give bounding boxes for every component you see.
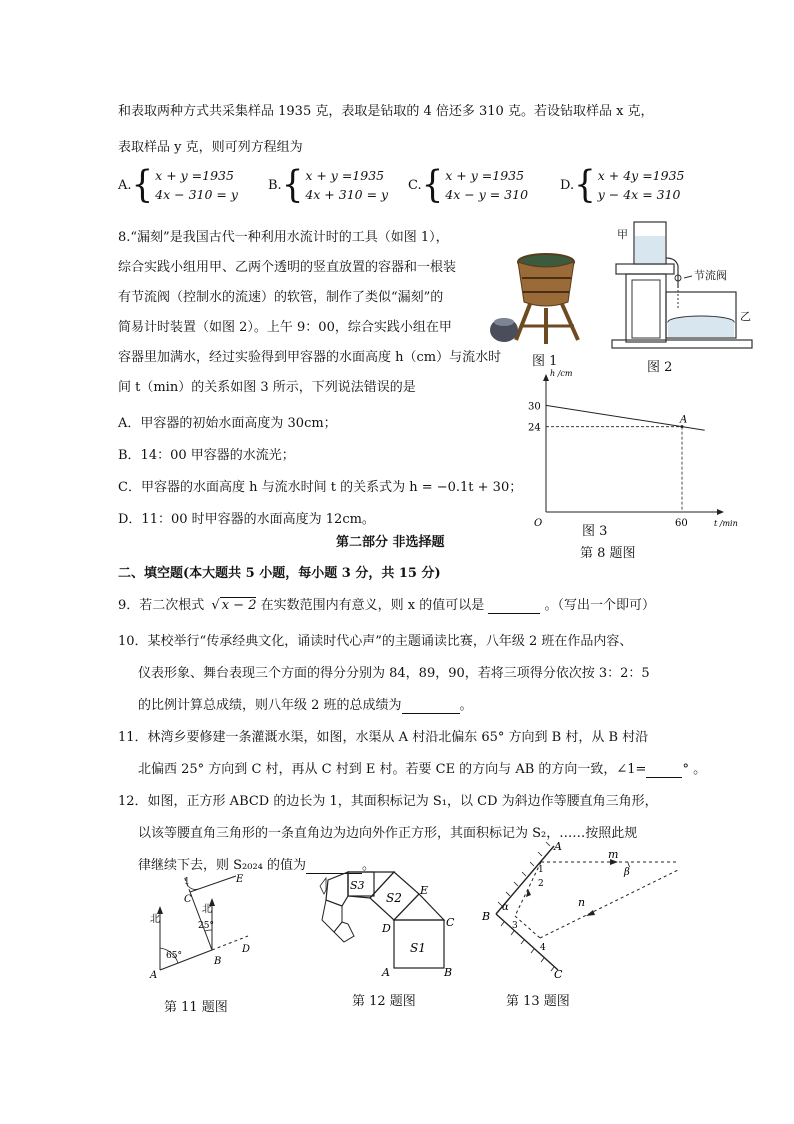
q7-option-a[interactable] [118,163,238,207]
q11-answer-blank[interactable] [646,762,682,778]
x-tick-label: 60 [675,518,688,529]
option-label: C. [408,177,422,193]
equation: 4x − y = 310 [445,187,529,202]
fig11-label-d: D [242,944,251,955]
q7-option-b[interactable] [268,163,389,207]
q8-line-2: 综合实践小组用甲、乙两个透明的竖直放置的容器和一根装 [118,260,457,275]
fig12-label-s1: S1 [410,941,426,955]
q8-option-d[interactable]: D．11：00 时甲容器的水面高度为 12cm。 [118,512,375,527]
q12-line1: 12．如图，正方形 ABCD 的边长为 1，其面积标记为 S₁，以 CD 为斜边作等腰直角三角形， [118,794,658,809]
fig13-label-n: n [578,896,586,909]
fig11-angle-1: 1 [184,877,190,887]
fig13-angle-2: 2 [538,879,544,889]
option-label: A. [118,177,132,193]
x-axis-arrow-icon [717,509,724,515]
equation: x + y =1935 [305,168,385,183]
option-label: D. [560,177,575,193]
q12-line2: 以该等腰直角三角形的一条直角边为边向外作正方形，其面积标记为 S₂，……按照此规 [138,826,638,841]
q9-answer-blank[interactable] [488,598,540,614]
fig11-label-b: B [214,956,222,967]
q11-text: 北偏西 25° 方向到 C 村，再从 C 村到 E 村。若要 CE 的方向与 AB 的方向一致，∠1= [138,762,647,777]
equation: x + 4y =1935 [597,168,685,183]
fig11-angle-25: 25° [198,921,214,931]
fig13-angle-3: 3 [512,921,518,931]
y-axis-arrow-icon [543,374,549,381]
x-tick-label: O [534,518,543,529]
q8-figure-caption: 第 8 题图 [580,546,636,561]
fig1-caption: 图 1 [532,354,558,369]
brace-icon: { [421,163,444,207]
fig11-north-2: 北 [202,904,212,915]
q12-text-end: 。 [362,858,376,873]
fig11-angle-65: 65° [166,951,182,961]
fig13-label-alpha: α [502,902,509,913]
point-a-label: A [680,414,688,426]
section2-heading: 二、填空题(本大题共 5 小题，每小题 3 分，共 15 分) [118,566,441,581]
equation: x + y =1935 [445,168,525,183]
q10-answer-blank[interactable] [402,698,460,714]
fig13-angle-1: 1 [538,865,544,875]
fig13-label-a: A [554,840,562,853]
fig12-label-s3: S3 [350,879,365,892]
fig13-label-c: C [554,968,563,981]
q9-radicand: x − 2 [221,598,257,613]
q8-option-c[interactable]: C．甲容器的水面高度 h 与流水时间 t 的关系式为 h = −0.1t + 30； [118,480,523,495]
option-label: B. [268,177,282,193]
q7-text-line2: 表取样品 y 克，则可列方程组为 [118,140,303,155]
fig13-label-b: B [482,910,491,923]
q10-line1: 10．某校举行“传承经典文化，诵读时代心声”的主题诵读比赛，八年级 2 班在作品内容、 [118,634,633,649]
fig12-label-a: A [382,966,390,979]
equation: x + y =1935 [155,168,234,183]
fig2-label-jia: 甲 [617,228,628,241]
fig12-label-d: D [382,922,391,935]
fig11-direction-diagram [140,866,270,982]
part2-heading: 第二部分 非选择题 [336,535,445,550]
fig11-label-c: C [184,894,192,905]
fig12-label-e: E [420,884,429,897]
fig11-label-e: E [236,874,244,885]
fig13-angle-4: 4 [540,943,546,953]
fig2-label-yi: 乙 [740,310,751,323]
fig11-label-a: A [150,970,158,981]
y-tick-label: 24 [528,422,541,434]
fig12-label-s2: S2 [386,891,402,905]
fig12-label-c: C [446,916,455,929]
brace-icon: { [574,163,596,207]
h-t-chart [522,369,738,532]
brace-icon: { [281,163,304,207]
q8-option-a[interactable]: A．甲容器的初始水面高度为 30cm； [118,416,337,431]
q11-line2 [138,758,706,778]
q8-line-4: 简易计时装置（如图 2）。上午 9：00，综合实践小组在甲 [118,320,452,335]
q10-text-end: 。 [459,698,473,713]
fig12-label-b: B [444,966,453,979]
fig12-squares-diagram [312,870,462,980]
q10-line2: 仪表形象、舞台表现三个方面的得分分别为 84，89，90，若将三项得分依次按 3：2：5 [138,666,650,681]
q10-line3 [138,694,473,714]
fig2-caption: 图 2 [647,360,673,375]
q11-line1: 11．林湾乡要修建一条灌溉水渠，如图，水渠从 A 村沿北偏东 65° 方向到 B 村，从 B 村沿 [118,730,649,745]
fig13-mirror-diagram [478,840,688,980]
fig11-caption: 第 11 题图 [164,1000,228,1015]
equation: 4x + 310 = y [305,187,389,202]
fig11-north-1: 北 [150,914,160,925]
brace-icon: { [131,163,154,207]
water-clock-figure [488,240,584,352]
fig3-caption: 图 3 [582,524,608,539]
fig13-caption: 第 13 题图 [506,994,570,1009]
equation: 4x − 310 = y [155,187,238,202]
q9-text-post: 在实数范围内有意义，则 x 的值可以是 [260,598,485,613]
y-tick-label: 30 [528,401,541,413]
q8-line-5: 容器里加满水，经过实验得到甲容器的水面高度 h（cm）与流水时 [118,350,502,365]
q11-text-end: ° 。 [682,762,707,777]
q7-option-d[interactable] [560,163,685,207]
y-axis-label: h /cm [550,369,573,378]
q9-text-tail: 。（写出一个即可） [544,598,656,613]
fig13-label-beta: β [624,867,630,878]
q9-text-pre: 9．若二次根式 [118,598,205,613]
q12-text: 律继续下去，则 S₂₀₂₄ 的值为 [138,858,307,873]
q8-option-b[interactable]: B．14：00 甲容器的水流光； [118,448,295,463]
q9: 9．若二次根式 √ x − 2 在实数范围内有意义，则 x 的值可以是 。（写出一个即可） [118,598,656,613]
q7-option-c[interactable] [408,163,529,207]
fig13-label-m: m [608,848,619,861]
q8-line-6: 间 t（min）的关系如图 3 所示，下列说法错误的是 [118,380,416,395]
equation: y − 4x = 310 [597,187,681,202]
fig12-caption: 第 12 题图 [352,994,416,1009]
q8-line-1: 8.“漏刻”是我国古代一种利用水流计时的工具（如图 1）， [118,230,449,245]
q8-line-3: 有节流阀（控制水的流速）的软管，制作了类似“漏刻”的 [118,290,444,305]
q10-text: 的比例计算总成绩，则八年级 2 班的总成绩为 [138,698,402,713]
fig2-label-valve: 节流阀 [694,269,727,282]
q7-text-line1: 和表取两种方式共采集样品 1935 克，表取是钻取的 4 倍还多 310 克。若设钻取样品 x 克， [118,104,654,119]
x-axis-label: t /min [714,519,738,528]
